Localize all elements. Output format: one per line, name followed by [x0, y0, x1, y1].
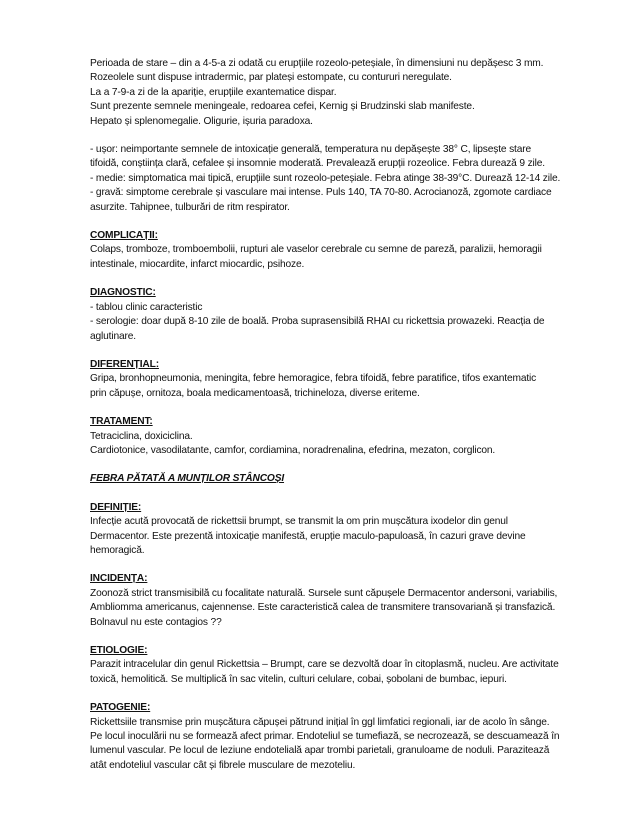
section-heading: DEFINIȚIE:	[90, 501, 142, 513]
section-heading: DIAGNOSTIC:	[90, 287, 156, 299]
text-paragraph	[90, 143, 578, 215]
document-section	[90, 358, 578, 401]
text-line: - serologie: doar după 8-10 zile de boală. Proba suprasensibilă RHAI cu rickettsia prowazeki. Reacția de	[90, 316, 545, 328]
text-line: - medie: simptomatica mai tipică, erupțiile sunt rozeolo-peteșiale. Febra atinge 38-39°C. Durează 12-14 zile.	[90, 172, 561, 184]
text-line: Sunt prezente semnele meningeale, redoarea cefei, Kernig și Brudzinski slab manifeste.	[90, 101, 475, 113]
paragraph-spacer	[90, 215, 578, 229]
text-line: Gripa, bronhopneumonia, meningita, febre hemoragice, febra tifoidă, febre paratifice, tifos exantematic	[90, 373, 537, 385]
text-line: Rozeolele sunt dispuse intradermic, par plateși estompate, cu contururi neregulate.	[90, 72, 452, 84]
text-line: La a 7-9-a zi de la apariție, erupțiile exantematice dispar.	[90, 86, 337, 98]
paragraph-spacer	[90, 687, 578, 701]
document-section	[90, 286, 578, 344]
text-line: Pe locul inoculării nu se formează afect primar. Endoteliul se tumefiază, se necrozează, se descuamează în	[90, 731, 560, 743]
text-line: Parazit intracelular din genul Rickettsia – Brumpt, care se dezvoltă doar în citoplasmă, nucleu. Are activitate	[90, 659, 559, 671]
text-line: Zoonoză strict transmisibilă cu focalitate naturală. Sursele sunt căpușele Dermacentor andersoni, variabilis,	[90, 587, 558, 599]
text-line: lumenul vascular. Pe locul de leziune endotelială apar trombi parietali, granuloame de noduli. Parazitează	[90, 745, 550, 757]
paragraph-spacer	[90, 487, 578, 501]
paragraph-spacer	[90, 344, 578, 358]
text-line: atât endoteliul vascular cât și fibrele musculare de mezoteliu.	[90, 759, 356, 771]
paragraph-spacer	[90, 558, 578, 572]
section-title-block	[90, 472, 578, 486]
section-heading: COMPLICAȚII:	[90, 230, 158, 242]
document-section	[90, 644, 578, 687]
text-line: Rickettsiile transmise prin mușcătura căpușei pătrund inițial în ggl limfatici regionali, iar de acolo în sânge.	[90, 716, 550, 728]
text-line: tifoidă, conștiința clară, cefalee și insomnie moderată. Prevalează erupții rozeolice. Febra durează 9 zile.	[90, 158, 545, 170]
disease-title: FEBRA PĂTATĂ A MUNȚILOR STÂNCOȘI	[90, 473, 285, 485]
paragraph-spacer	[90, 129, 578, 143]
text-paragraph	[90, 57, 578, 129]
text-line: Ambliomma americanus, cajennense. Este caracteristică calea de transmitere transovariană și transfazică.	[90, 602, 556, 614]
paragraph-spacer	[90, 401, 578, 415]
text-line: Colaps, tromboze, tromboembolii, rupturi ale vaselor cerebrale cu semne de pareză, paralizii, hemoragii	[90, 244, 542, 256]
section-heading: DIFERENȚIAL:	[90, 358, 159, 370]
document-section	[90, 701, 578, 773]
section-heading: TRATAMENT:	[90, 416, 153, 428]
text-line: intestinale, miocardite, infarct miocardic, psihoze.	[90, 258, 305, 270]
text-line: Dermacentor. Este prezentă intoxicație manifestă, erupție maculo-papuloasă, în cazuri grave devine	[90, 530, 526, 542]
text-line: - gravă: simptome cerebrale și vasculare mai intense. Puls 140, TA 70-80. Acrocianoză, zgomote cardiace	[90, 187, 552, 199]
paragraph-spacer	[90, 630, 578, 644]
text-line: Infecție acută provocată de rickettsii brumpt, se transmit la om prin mușcătura ixodelor din genul	[90, 516, 508, 528]
section-heading: ETIOLOGIE:	[90, 645, 148, 656]
text-line: Cardiotonice, vasodilatante, camfor, cordiamina, noradrenalina, efedrina, mezaton, corglicon.	[90, 444, 496, 456]
text-line: Hepato și splenomegalie. Oligurie, ișuria paradoxa.	[90, 115, 313, 127]
paragraph-spacer	[90, 272, 578, 286]
text-line: - ușor: neimportante semnele de intoxicație generală, temperatura nu depășește 38° C, lipsește stare	[90, 144, 531, 156]
text-line: Perioada de stare – din a 4-5-a zi odată cu erupțiile rozeolo-peteșiale, în dimensiuni nu depășesc 3 mm.	[90, 58, 544, 69]
text-line: Tetraciclina, doxiciclina.	[90, 430, 193, 442]
text-line: prin căpușe, ornitoza, boala medicamentoasă, trichineloza, diverse eriteme.	[90, 387, 420, 399]
text-line: - tablou clinic caracteristic	[90, 301, 203, 313]
text-line: asurzite. Tahipnee, tulburări de ritm respirator.	[90, 201, 290, 213]
document-section	[90, 501, 578, 559]
document-section	[90, 229, 578, 272]
section-heading: INCIDENȚA:	[90, 573, 148, 585]
text-line: toxică, hemolitică. Se multiplică în sac vitelin, culturi celulare, cobai, șobolani de bumbac, iepuri.	[90, 673, 507, 685]
document-section	[90, 572, 578, 630]
text-line: Bolnavul nu este contagios ??	[90, 616, 222, 628]
text-line: aglutinare.	[90, 330, 136, 342]
paragraph-spacer	[90, 458, 578, 472]
text-line: hemoragică.	[90, 544, 145, 556]
document-section	[90, 415, 578, 458]
section-heading: PATOGENIE:	[90, 702, 151, 714]
